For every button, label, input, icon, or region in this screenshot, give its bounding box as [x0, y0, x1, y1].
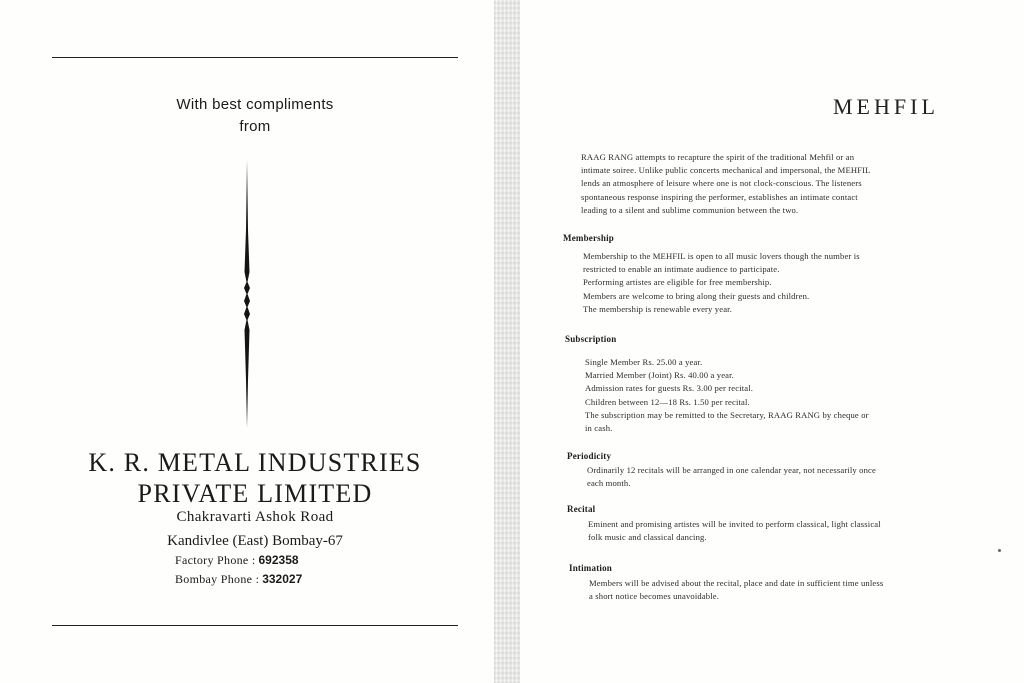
subscription-line: Single Member Rs. 25.00 a year.	[585, 357, 703, 367]
membership-heading: Membership	[563, 233, 614, 243]
subscription-line: Children between 12—18 Rs. 1.50 per recital.	[585, 396, 750, 407]
subscription-paragraph	[585, 356, 869, 435]
intro-line: RAAG RANG attempts to recapture the spirit of the traditional Mehfil or an	[581, 152, 855, 162]
subscription-line: Married Member (Joint) Rs. 40.00 a year.	[585, 370, 734, 381]
recital-line: Eminent and promising artistes will be invited to perform classical, light classical	[588, 519, 881, 529]
company-address	[52, 505, 458, 553]
periodicity-heading: Periodicity	[567, 451, 612, 461]
compliments-block	[52, 94, 458, 138]
book-gutter	[494, 0, 520, 683]
periodicity-line: each month.	[587, 478, 631, 489]
membership-line: Performing artistes are eligible for free membership.	[583, 277, 772, 288]
left-page	[0, 0, 500, 683]
intimation-heading: Intimation	[569, 563, 613, 573]
bottom-rule	[52, 625, 458, 626]
intimation-paragraph	[589, 577, 883, 603]
membership-line: Membership to the MEHFIL is open to all music lovers though the number is	[583, 251, 860, 261]
subscription-line: Admission rates for guests Rs. 3.00 per recital.	[585, 383, 754, 394]
subscription-heading: Subscription	[565, 334, 617, 344]
membership-paragraph	[583, 250, 860, 316]
address-line2: Kandivlee (East) Bombay-67	[167, 533, 343, 549]
factory-phone-label: Factory Phone :	[175, 553, 256, 567]
periodicity-line: Ordinarily 12 recitals will be arranged in one calendar year, not necessarily once	[587, 465, 876, 475]
bombay-phone-number: 332027	[262, 572, 303, 586]
compliments-from: from	[239, 118, 271, 135]
recital-line: folk music and classical dancing.	[588, 532, 707, 543]
recital-heading: Recital	[567, 504, 596, 514]
recital-paragraph	[588, 518, 881, 544]
bombay-phone-label: Bombay Phone :	[175, 572, 260, 586]
ornament-icon	[237, 160, 257, 428]
company-name-line2: PRIVATE LIMITED	[137, 479, 373, 508]
page-title: MEHFIL	[833, 94, 939, 119]
bombay-phone-row	[175, 570, 302, 589]
intro-paragraph	[581, 151, 961, 217]
factory-phone-row	[175, 551, 302, 570]
phone-block	[175, 551, 302, 589]
speck	[998, 549, 1001, 552]
periodicity-paragraph	[587, 464, 876, 490]
intro-line: intimate soiree. Unlike public concerts mechanical and impersonal, the MEHFIL	[581, 165, 871, 176]
subscription-line: in cash.	[585, 423, 613, 434]
company-name	[52, 447, 458, 509]
intimation-line: Members will be advised about the recital, place and date in sufficient time unless	[589, 578, 884, 588]
membership-line: The membership is renewable every year.	[583, 303, 733, 314]
factory-phone-number: 692358	[258, 553, 299, 567]
compliments-line: With best compliments	[176, 96, 334, 113]
address-line1: Chakravarti Ashok Road	[176, 509, 334, 525]
top-rule	[52, 57, 458, 58]
intro-line: spontaneous response inspiring the performer, establishes an intimate contact	[581, 191, 858, 202]
company-name-line1: K. R. METAL INDUSTRIES	[88, 448, 422, 477]
intro-line: leading to a silent and sublime communion between the two.	[581, 204, 799, 215]
membership-line: restricted to enable an intimate audience to participate.	[583, 264, 780, 275]
membership-line: Members are welcome to bring along their guests and children.	[583, 290, 810, 301]
intimation-line: a short notice becomes unavoidable.	[589, 591, 720, 602]
intro-line: lends an atmosphere of leisure where one is not clock-conscious. The listeners	[581, 178, 862, 189]
subscription-line: The subscription may be remitted to the Secretary, RAAG RANG by cheque or	[585, 409, 869, 420]
